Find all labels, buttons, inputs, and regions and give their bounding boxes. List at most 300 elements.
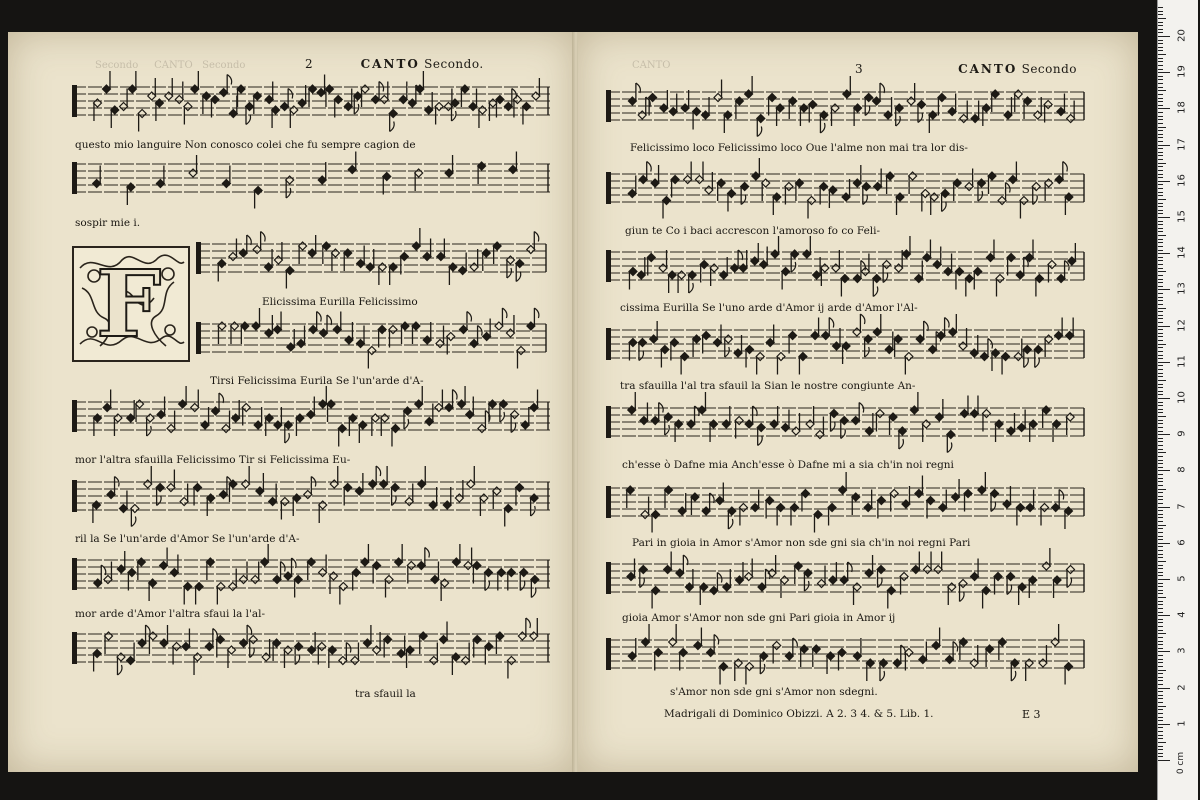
note [1016, 504, 1024, 526]
note [812, 645, 820, 667]
note [156, 166, 164, 188]
note [216, 636, 224, 658]
note [327, 400, 335, 422]
note [218, 322, 226, 344]
note [253, 92, 261, 114]
lyric-line: mor arde d'Amor l'altra sfaui la l'al- [75, 608, 266, 620]
note [790, 504, 798, 526]
ruler-tick [1158, 492, 1163, 493]
note [628, 176, 636, 198]
ruler-number: 6 [1176, 539, 1188, 546]
note [939, 490, 947, 512]
note [318, 162, 326, 184]
ruler-tick [1158, 746, 1163, 747]
ruler-tick [1158, 181, 1170, 182]
ruler-tick [1158, 239, 1163, 240]
note [173, 643, 181, 665]
note [229, 239, 237, 261]
note [1014, 90, 1022, 112]
ruler-tick [1158, 362, 1170, 363]
note [791, 250, 799, 272]
ruler-number: 9 [1176, 430, 1188, 437]
note [953, 179, 961, 201]
note [401, 322, 409, 344]
ruler-tick [1158, 510, 1163, 511]
ruler-tick [1158, 98, 1163, 99]
note [180, 484, 188, 506]
note [170, 555, 178, 577]
note [693, 108, 701, 130]
note [373, 632, 381, 654]
note [794, 562, 802, 584]
lyric-line: sospir mie i. [75, 217, 141, 229]
note [818, 566, 826, 588]
note [506, 256, 514, 278]
note [93, 650, 101, 672]
ruler-tick [1158, 423, 1163, 424]
clef-mark [72, 85, 77, 117]
ruler-tick [1158, 152, 1163, 153]
ruler-tick [1158, 496, 1163, 497]
ruler-tick [1158, 43, 1163, 44]
note [227, 646, 235, 668]
note [184, 103, 192, 125]
note [832, 328, 840, 350]
ruler-number: 20 [1176, 29, 1188, 42]
note [780, 576, 788, 598]
ruler-tick [1158, 474, 1163, 475]
initial-letter: F [96, 250, 162, 358]
note [669, 94, 677, 116]
ruler-tick [1158, 651, 1170, 652]
note [627, 559, 635, 581]
clef-mark [606, 90, 611, 122]
note [114, 414, 122, 436]
ruler-tick [1158, 289, 1170, 290]
note [971, 559, 979, 581]
note [443, 487, 451, 509]
music-staff [72, 398, 550, 432]
music-staff [72, 630, 550, 664]
note [381, 414, 389, 436]
note [1034, 346, 1042, 368]
note [483, 319, 491, 341]
ruler-tick [1158, 593, 1163, 594]
note [119, 491, 127, 513]
ruler-tick [1158, 673, 1163, 674]
note [714, 325, 722, 347]
ruler-tick [1158, 130, 1163, 131]
ruler-tick [1158, 264, 1163, 265]
note [1032, 183, 1040, 205]
note [821, 264, 829, 286]
staff-lines [72, 160, 550, 200]
note [717, 179, 725, 201]
note [149, 632, 157, 654]
ruler-tick [1158, 601, 1163, 602]
note [745, 559, 753, 581]
ruler-tick [1158, 648, 1163, 649]
note [659, 250, 667, 272]
ruler-tick [1158, 630, 1163, 631]
note [946, 642, 958, 664]
lyric-line: tra sfauilla l'al tra sfauil la Sian le nostre congiunte An- [620, 380, 916, 392]
note [399, 82, 407, 104]
ruler-tick [1158, 655, 1163, 656]
note [1057, 94, 1065, 116]
ruler-tick [1158, 760, 1170, 761]
ruler-unit-label: 0 cm [1176, 751, 1187, 775]
ruler-tick [1158, 326, 1170, 327]
note [776, 104, 784, 126]
note [229, 96, 237, 118]
ruler-tick [1158, 76, 1163, 77]
note [293, 494, 301, 516]
note [982, 410, 990, 432]
note [389, 326, 397, 348]
note [664, 413, 672, 435]
note [127, 400, 135, 422]
page-number: 3 [855, 62, 864, 76]
note [959, 580, 967, 602]
note [1007, 254, 1015, 276]
staff-lines [606, 326, 1086, 366]
ruler-tick [1158, 83, 1163, 84]
note [895, 250, 903, 272]
left-page-header [305, 57, 484, 71]
note [349, 414, 357, 436]
ruler-tick [1158, 434, 1170, 435]
note [693, 335, 701, 357]
note [960, 101, 968, 123]
ruler-tick [1158, 546, 1163, 547]
music-staff [606, 248, 1086, 282]
ruler-tick [1158, 105, 1163, 106]
ruler-number: 16 [1176, 173, 1188, 187]
ruler-tick [1158, 333, 1163, 334]
note [436, 326, 444, 348]
staff-lines [606, 248, 1086, 288]
note [328, 646, 336, 668]
note [137, 558, 145, 580]
note [237, 85, 245, 107]
ruler-tick [1158, 336, 1163, 337]
note [789, 332, 797, 354]
note [473, 636, 481, 658]
note [988, 172, 996, 194]
ruler-tick [1158, 579, 1170, 580]
ruler-number: 14 [1176, 246, 1188, 260]
note [298, 85, 306, 107]
music-staff [606, 636, 1086, 670]
part-title: CANTO [360, 57, 420, 71]
note [886, 172, 894, 194]
note [773, 642, 781, 664]
note [269, 484, 277, 506]
note [309, 85, 317, 107]
ruler-tick [1158, 347, 1163, 348]
note [294, 576, 302, 598]
note [865, 413, 873, 435]
ruler-tick [1158, 452, 1166, 453]
clef-mark [196, 322, 201, 354]
ruler-tick [1158, 731, 1163, 732]
note [1034, 97, 1042, 119]
note [1007, 413, 1015, 435]
music-staff [72, 83, 550, 117]
ruler-tick [1158, 521, 1163, 522]
note [371, 414, 379, 436]
music-staff [606, 170, 1086, 204]
note [959, 328, 967, 350]
ruler-tick [1158, 365, 1163, 366]
note [478, 162, 486, 184]
note [629, 268, 637, 290]
note [284, 558, 296, 580]
note [1016, 257, 1028, 279]
ruler-tick [1158, 402, 1163, 403]
clef-mark [606, 250, 611, 282]
decorated-initial [72, 246, 190, 362]
note [357, 326, 365, 348]
note [451, 99, 459, 121]
ruler-tick [1158, 318, 1163, 319]
note [800, 104, 808, 126]
ruler-tick [1158, 478, 1163, 479]
note [1048, 261, 1056, 283]
note [710, 264, 718, 286]
ruler-tick [1158, 456, 1163, 457]
part-subtitle: Secondo [1021, 62, 1078, 76]
note [249, 636, 257, 658]
ruler-tick [1158, 724, 1170, 725]
ruler-number: 8 [1176, 466, 1188, 474]
note [816, 417, 824, 439]
note [419, 632, 427, 654]
note [497, 569, 505, 591]
ruler-tick [1158, 282, 1163, 283]
ruler-tick [1158, 192, 1163, 193]
note [1029, 576, 1037, 598]
ruler-tick [1158, 231, 1163, 232]
part-subtitle: Secondo. [424, 57, 484, 71]
note [919, 642, 927, 664]
note [437, 239, 445, 261]
note [874, 169, 882, 191]
note [883, 261, 891, 283]
ruler-tick [1158, 525, 1166, 526]
staff-lines [606, 560, 1086, 600]
note [308, 632, 316, 654]
ruler-tick [1158, 123, 1163, 124]
note [864, 490, 872, 512]
ruler-tick [1158, 40, 1163, 41]
ruler-tick [1158, 481, 1163, 482]
note [838, 649, 846, 671]
note [384, 636, 392, 658]
note [373, 562, 381, 584]
note [959, 638, 967, 660]
note [93, 99, 101, 121]
ruler-tick [1158, 735, 1163, 736]
ruler-tick [1158, 702, 1163, 703]
note [397, 636, 405, 658]
note [735, 562, 743, 584]
note [1018, 410, 1026, 432]
clef-mark [606, 172, 611, 204]
note [469, 89, 477, 111]
note [265, 414, 273, 436]
note [900, 573, 908, 595]
ruler-tick [1158, 253, 1170, 254]
ruler-tick [1158, 101, 1163, 102]
ruler-tick [1158, 449, 1163, 450]
ruler-tick [1158, 550, 1163, 551]
note [531, 576, 539, 598]
clef-mark [72, 632, 77, 664]
note [470, 326, 482, 348]
note [974, 268, 982, 290]
note [800, 645, 808, 667]
note [915, 261, 923, 283]
ruler-tick [1158, 127, 1166, 128]
note [994, 573, 1002, 595]
note [423, 322, 431, 344]
note [391, 484, 399, 506]
note [357, 246, 365, 268]
ruler-tick [1158, 203, 1163, 204]
note [681, 90, 689, 112]
note [496, 96, 504, 118]
note [998, 183, 1010, 205]
note [629, 339, 637, 361]
note [852, 403, 864, 425]
ruler-number: 4 [1176, 611, 1188, 618]
lyric-line: tra sfauil la [355, 688, 416, 700]
ruler-tick [1158, 50, 1163, 51]
staff-lines [72, 398, 550, 438]
note [768, 94, 776, 116]
ruler-tick [1158, 720, 1163, 721]
note [455, 480, 463, 502]
bleed-through: CANTO [632, 60, 671, 71]
ruler-tick [1158, 507, 1170, 508]
note [965, 169, 973, 191]
ruler-tick [1158, 184, 1163, 185]
note [431, 562, 439, 584]
note [265, 249, 273, 271]
music-staff [606, 404, 1086, 438]
note [702, 97, 710, 119]
note [830, 410, 838, 432]
note [921, 190, 929, 212]
note [515, 484, 523, 506]
staff-lines [72, 478, 550, 518]
note [865, 94, 873, 116]
ruler-tick [1158, 163, 1166, 164]
ruler-tick [1158, 543, 1170, 544]
music-staff [606, 88, 1086, 122]
note [339, 643, 351, 665]
note [1041, 504, 1049, 526]
note [685, 569, 693, 591]
note [128, 569, 136, 591]
ruler-tick [1158, 271, 1166, 272]
note [287, 329, 295, 351]
note [307, 558, 315, 580]
note [1044, 101, 1052, 123]
ruler-tick [1158, 268, 1163, 269]
note [678, 493, 686, 515]
staff-lines [606, 170, 1086, 210]
ruler-tick [1158, 706, 1166, 707]
note [322, 242, 330, 264]
ruler-tick [1158, 572, 1163, 573]
note [1039, 645, 1047, 667]
lyric-line: gioia Amor s'Amor non sde gni Pari gioia in Amor ij [622, 612, 896, 624]
note [628, 638, 636, 660]
note [840, 417, 848, 439]
note [840, 562, 852, 584]
note [792, 413, 800, 435]
note [760, 247, 768, 269]
note [741, 183, 749, 205]
ruler-tick [1158, 380, 1166, 381]
ruler-number: 17 [1176, 137, 1188, 151]
page-number: 2 [305, 57, 314, 71]
note [273, 562, 285, 584]
note [281, 89, 293, 111]
note [944, 254, 952, 276]
note [964, 490, 972, 512]
note [522, 103, 530, 125]
lyric-line: Tirsi Felicissima Eurila Se l'un'arde d'A- [210, 375, 424, 387]
note [423, 239, 431, 261]
ruler-tick [1158, 54, 1166, 55]
ruler-number: 3 [1176, 647, 1188, 655]
note [1007, 573, 1015, 595]
ruler-tick [1158, 36, 1170, 37]
ruler-tick [1158, 738, 1163, 739]
note [299, 242, 307, 264]
ruler-tick [1158, 633, 1166, 634]
note [222, 166, 230, 188]
note [995, 420, 1003, 442]
note [155, 99, 163, 121]
note [1067, 101, 1075, 123]
note [462, 643, 470, 665]
ruler-tick [1158, 590, 1163, 591]
note [385, 576, 393, 598]
note [782, 268, 790, 290]
ruler-tick [1158, 467, 1163, 468]
note [281, 498, 289, 520]
ruler-tick [1158, 134, 1163, 135]
note [723, 569, 731, 591]
note [334, 96, 342, 118]
note [480, 494, 488, 516]
ruler-number: 1 [1176, 720, 1188, 727]
note [986, 645, 994, 667]
staff-lines [606, 404, 1086, 444]
ruler-tick [1158, 369, 1163, 370]
note [1057, 261, 1069, 283]
music-staff [196, 240, 548, 274]
note [296, 414, 304, 436]
note [218, 260, 226, 282]
lyric-line: Elicissima Eurilla Felicissimo [262, 296, 418, 308]
ruler-tick [1158, 242, 1163, 243]
